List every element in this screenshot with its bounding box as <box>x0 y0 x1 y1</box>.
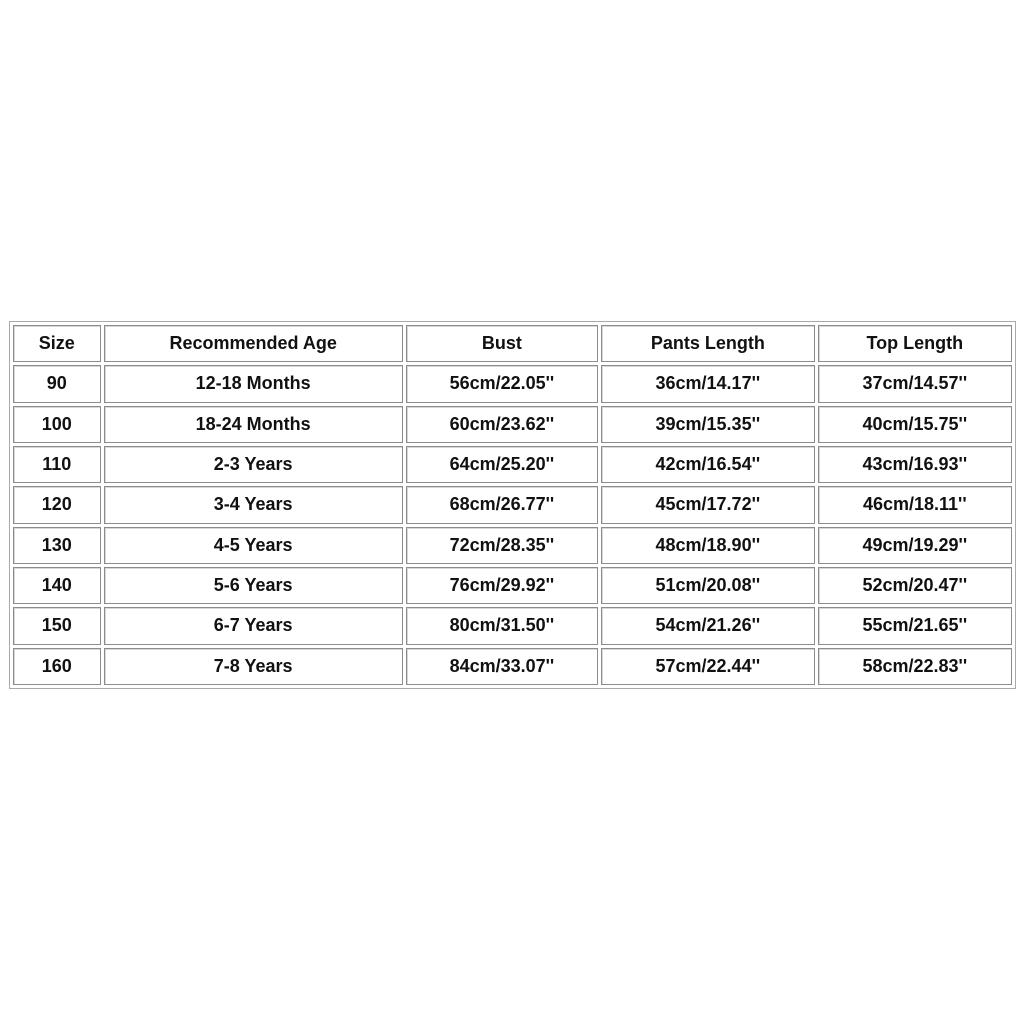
cell-pants-length: 36cm/14.17'' <box>601 365 815 402</box>
cell-pants-length: 45cm/17.72'' <box>601 486 815 523</box>
cell-pants-length: 54cm/21.26'' <box>601 607 815 644</box>
table-row <box>13 527 1012 564</box>
cell-size: 140 <box>13 567 101 604</box>
cell-recommended-age: 2-3 Years <box>104 446 403 483</box>
cell-bust: 68cm/26.77'' <box>406 486 598 523</box>
header-recommended-age: Recommended Age <box>104 325 403 362</box>
cell-pants-length: 39cm/15.35'' <box>601 406 815 443</box>
cell-bust: 60cm/23.62'' <box>406 406 598 443</box>
cell-top-length: 49cm/19.29'' <box>818 527 1012 564</box>
table-row <box>13 446 1012 483</box>
cell-bust: 56cm/22.05'' <box>406 365 598 402</box>
cell-bust: 80cm/31.50'' <box>406 607 598 644</box>
cell-recommended-age: 4-5 Years <box>104 527 403 564</box>
cell-recommended-age: 5-6 Years <box>104 567 403 604</box>
cell-pants-length: 48cm/18.90'' <box>601 527 815 564</box>
cell-top-length: 46cm/18.11'' <box>818 486 1012 523</box>
header-pants-length: Pants Length <box>601 325 815 362</box>
cell-size: 110 <box>13 446 101 483</box>
cell-pants-length: 51cm/20.08'' <box>601 567 815 604</box>
table-header-row <box>13 325 1012 362</box>
cell-top-length: 43cm/16.93'' <box>818 446 1012 483</box>
cell-top-length: 37cm/14.57'' <box>818 365 1012 402</box>
cell-bust: 64cm/25.20'' <box>406 446 598 483</box>
cell-size: 120 <box>13 486 101 523</box>
cell-size: 160 <box>13 648 101 685</box>
cell-recommended-age: 12-18 Months <box>104 365 403 402</box>
table-row <box>13 486 1012 523</box>
cell-size: 100 <box>13 406 101 443</box>
header-size: Size <box>13 325 101 362</box>
cell-size: 90 <box>13 365 101 402</box>
cell-pants-length: 42cm/16.54'' <box>601 446 815 483</box>
header-bust: Bust <box>406 325 598 362</box>
cell-top-length: 40cm/15.75'' <box>818 406 1012 443</box>
cell-top-length: 55cm/21.65'' <box>818 607 1012 644</box>
cell-bust: 72cm/28.35'' <box>406 527 598 564</box>
cell-bust: 76cm/29.92'' <box>406 567 598 604</box>
table-row <box>13 607 1012 644</box>
header-top-length: Top Length <box>818 325 1012 362</box>
table-row <box>13 365 1012 402</box>
cell-size: 130 <box>13 527 101 564</box>
cell-size: 150 <box>13 607 101 644</box>
cell-recommended-age: 6-7 Years <box>104 607 403 644</box>
cell-top-length: 58cm/22.83'' <box>818 648 1012 685</box>
cell-top-length: 52cm/20.47'' <box>818 567 1012 604</box>
cell-recommended-age: 7-8 Years <box>104 648 403 685</box>
table-row <box>13 648 1012 685</box>
cell-pants-length: 57cm/22.44'' <box>601 648 815 685</box>
cell-bust: 84cm/33.07'' <box>406 648 598 685</box>
table-row <box>13 567 1012 604</box>
cell-recommended-age: 18-24 Months <box>104 406 403 443</box>
table-row <box>13 406 1012 443</box>
size-chart-table <box>9 321 1016 689</box>
cell-recommended-age: 3-4 Years <box>104 486 403 523</box>
